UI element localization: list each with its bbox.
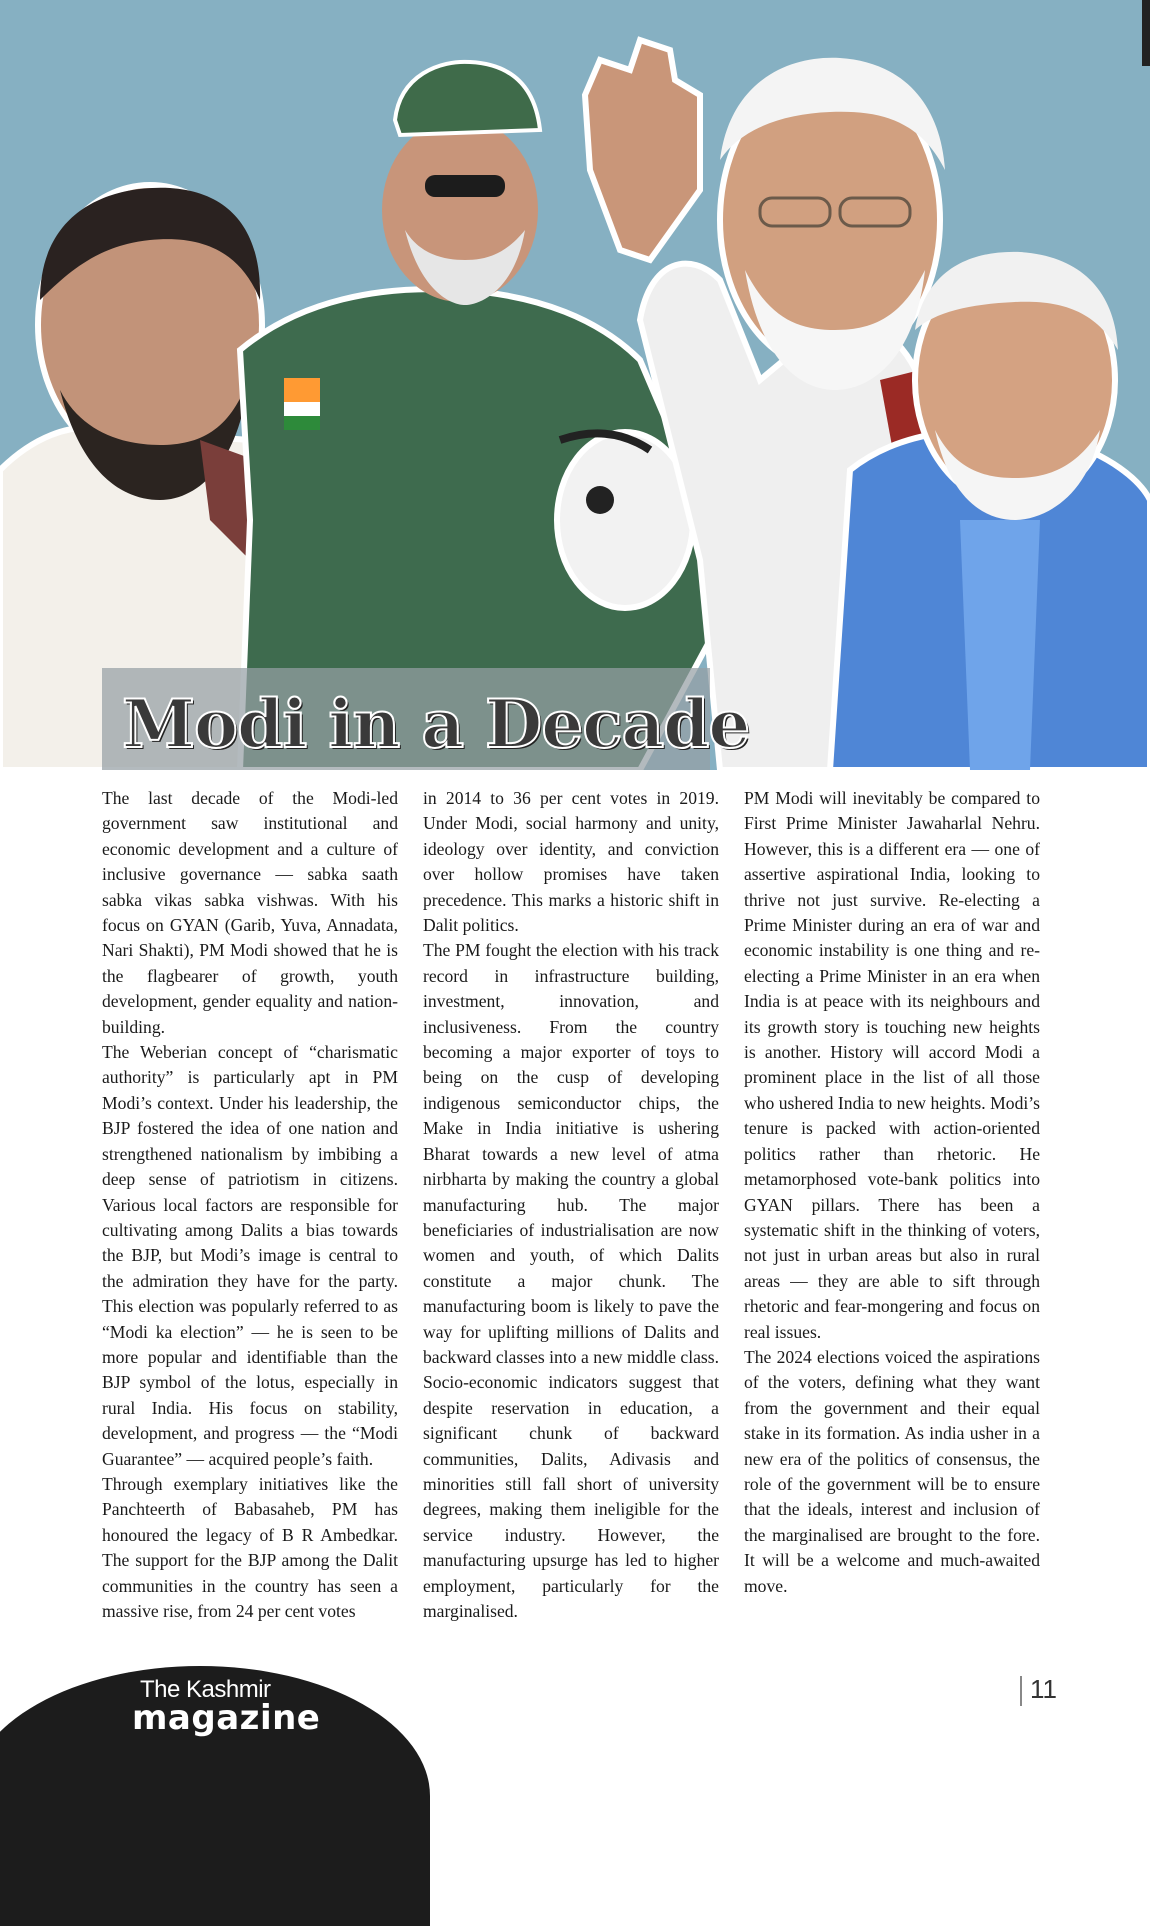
- paragraph: The PM fought the election with his track record in infrastructure building, investment, innovation, and inclusiveness. From the country becoming a major exporter of toys to being on the cusp of developing indigenous semiconductor chips, the Make in India initiative is ushering Bharat towards a new level of atma nirbharta by making the country a global manufacturing hub. The major beneficiaries of industrialisation are now women and youth, of which Dalits constitute a major chunk. The manufacturing boom is likely to pave the way for uplifting millions of Dalits and backward classes into a new middle class. Socio-economic indicators suggest that despite reservation in education, a significant chunk of backward communities, Dalits, Adivasis and minorities still fall short of university degrees, making them ineligible for the service industry. However, the manufacturing upsurge has led to higher employment, particularly for the marginalised.: [423, 940, 719, 1621]
- magazine-logo-top: The Kashmir: [140, 1676, 271, 1703]
- paragraph: Through exemplary initiatives like the Panchteerth of Babasaheb, PM has honoured the legacy of B R Ambedkar. The support for the BJP among the Dalit communities in the country has seen a massive rise, from 24 per cent votes: [102, 1473, 398, 1621]
- magazine-logo-main: magazine: [132, 1698, 321, 1738]
- hero-collage: [0, 0, 1150, 770]
- paragraph: The Weberian concept of “charismatic authority” is particularly apt in PM Modi’s context. Under his leadership, the BJP fostered the idea of one nation and strengthened nationalism by imbibing a deep sense of patriotism in citizens. Various local factors are responsible for cultivating among Dalits a bias towards the BJP, but Modi’s image is central to the admiration they have for the party. This election was popularly referred to as “Modi ka election” — he is seen to be more popular and identifiable than the BJP symbol of the lotus, especially in rural India. His focus on stability, development, and progress — the “Modi Guarantee” — acquired people’s faith.: [102, 1042, 398, 1469]
- page-number-divider: [1020, 1676, 1022, 1706]
- article-column-3: [744, 786, 1040, 1599]
- paragraph: The 2024 elections voiced the aspirations of the voters, defining what they want from the government and their equal stake in its formation. As india usher in a new era of the politics of consensus, the role of the government will be to ensure that the ideals, interest and inclusion of the marginalised are brought to the fore. It will be a welcome and much-awaited move.: [744, 1346, 1040, 1596]
- paragraph: PM Modi will inevitably be compared to First Prime Minister Jawaharlal Nehru. However, this is a different era — one of assertive aspirational India, looking to thrive not just survive. Re-electing a Prime Minister during an era of war and economic instability is one thing and re-electing a Prime Minister in an era when India is at peace with its neighbours and its growth story is touching new heights is another. History will accord Modi a prominent place in the list of all those who ushered India to new heights. Modi’s tenure is packed with action-oriented politics rather than rhetoric. He metamorphosed vote-bank politics into GYAN pillars. There has been a systematic shift in the thinking of voters, not just in urban areas but also in rural areas — they are able to sift through rhetoric and fear-mongering and focus on real issues.: [744, 788, 1040, 1342]
- article-title: Modi in a Decade: [122, 685, 750, 763]
- page-edge-marker: [1142, 0, 1150, 66]
- cover-photo-collage: [0, 0, 1150, 770]
- article-column-2: [423, 786, 719, 1624]
- paragraph: in 2014 to 36 per cent votes in 2019. Under Modi, social harmony and unity, ideology over identity, and conviction over hollow promises have taken precedence. This marks a historic shift in Dalit politics.: [423, 788, 719, 936]
- article-column-1: [102, 786, 398, 1624]
- paragraph: The last decade of the Modi-led government saw institutional and economic development and a culture of inclusive governance — sabka saath sabka vikas sabka vishwas. With his focus on GYAN (Garib, Yuva, Annadata, Nari Shakti), PM Modi showed that he is the flagbearer of growth, youth development, gender equality and nation-building.: [102, 788, 398, 1037]
- page-number: 11: [1030, 1674, 1057, 1704]
